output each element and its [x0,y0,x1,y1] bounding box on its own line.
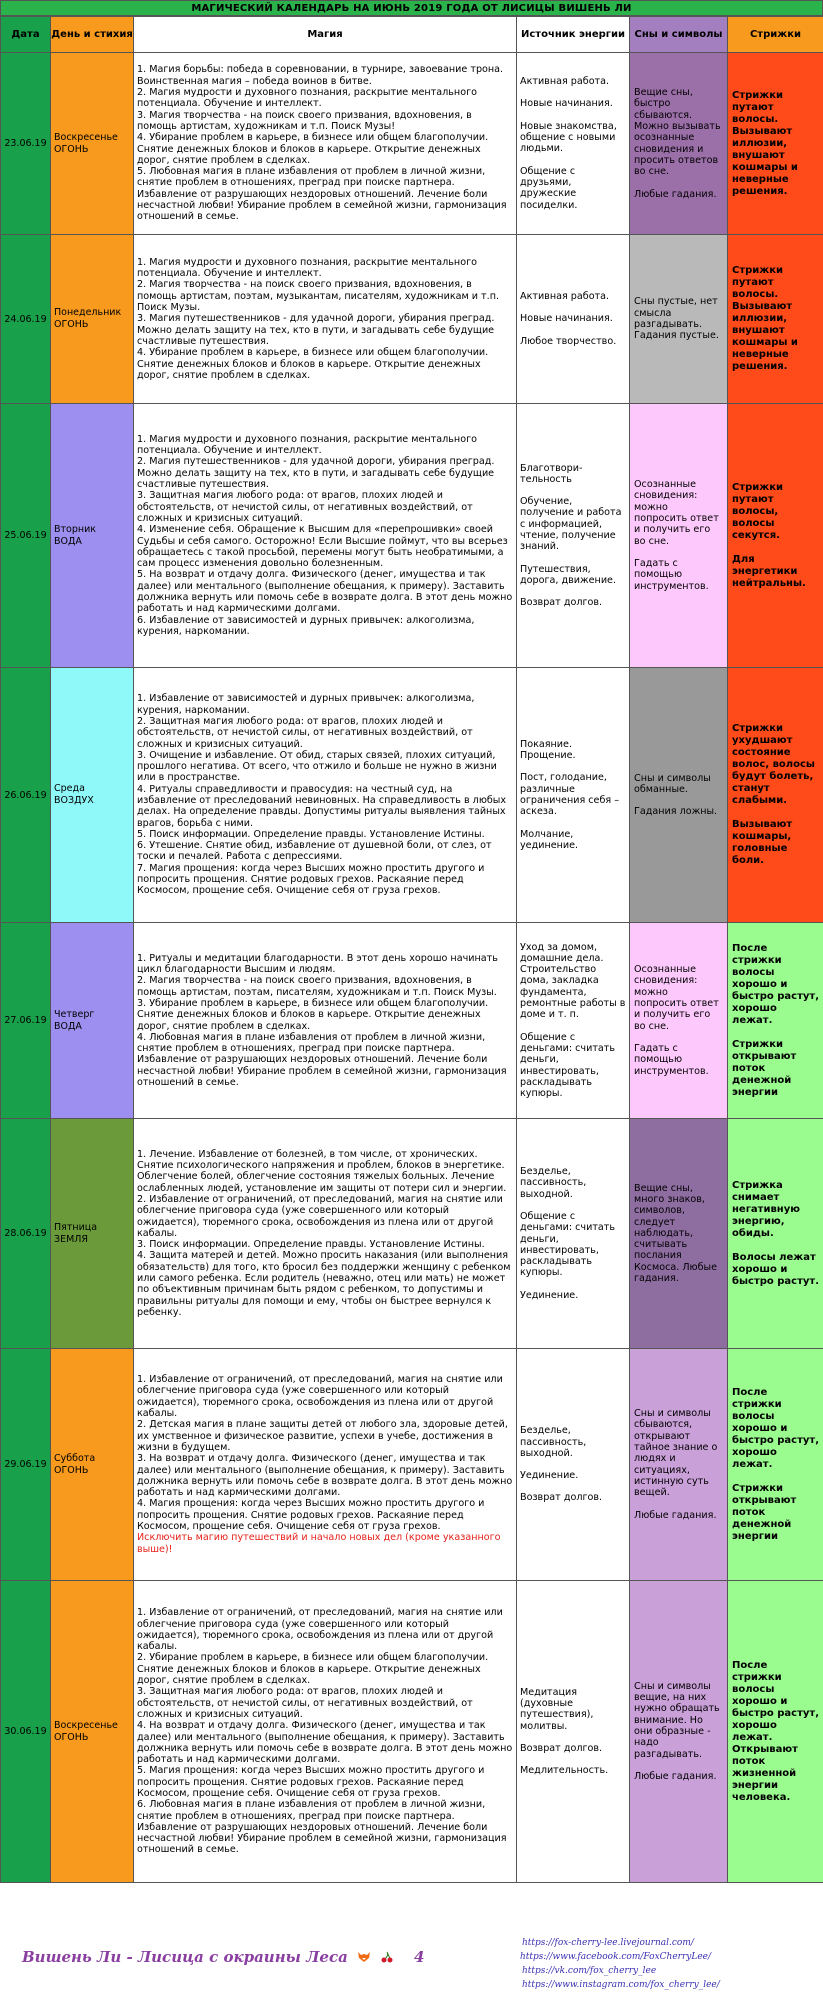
cell-hair [728,1581,823,1883]
source-item: Обучение, получение и работа с информацией, чтение, получение знаний. [520,496,622,553]
magic-item: 3. Магия творчества - на поиск своего призвания, вдохновения, в помощь артистам, художникам и т.п. Поиск Музы! [137,109,472,132]
magic-item: 2. Детская магия в плане защиты детей от любого зла, здоровые детей, их умственное и физическое развитие, успехи в учебе, достижения в жизни в будущем. [137,1419,508,1453]
cell-source [517,404,630,668]
cell-source [517,1581,630,1883]
magic-item: 1. Лечение. Избавление от болезней, в том числе, от хронических. Снятие психологического напряжения и проблем, блоков в энергетике. Облегчение болей, облегчение состояния тяжелых больных. Лечение ослабленных людей, установление им защиты от потери сил и энергии. [137,1148,507,1194]
cell-source [517,923,630,1119]
source-item: Молчание, уединение. [520,828,579,851]
footer-links [522,1936,720,1992]
day-element: ВОДА [54,535,82,547]
cell-date: 23.06.19 [1,53,51,235]
source-item: Новые начинания. [520,98,613,110]
source-item: Путешествия, дорога, движение. [520,563,617,586]
dreams-item: Любые гадания. [634,1509,717,1521]
cell-magic [134,1349,517,1581]
source-item: Безделье, пассивность, выходной. [520,1425,587,1459]
magic-item: 4. Убирание проблем в карьере, в бизнесе или общем благополучии. Снятие денежных блоков и блоков в карьере. Открытие денежных дорог, снятие проблем в сделках. [137,347,489,381]
day-name: Суббота [54,1452,96,1464]
source-item: Возврат долгов. [520,1492,603,1504]
magic-item: 2. Защитная магия любого рода: от врагов, плохих людей и обстоятельств, от нечистой силы, от негативных воздействий, от сложных и кризисных ситуаций. [137,715,473,750]
cell-dreams [630,923,728,1119]
source-item: Общение с деньгами: считать деньги, инвестировать, раскладывать купюры. [520,1031,616,1100]
calendar-row [1,1349,823,1581]
magic-item: 4. Убирание проблем в карьере, в бизнесе или общем благополучии. Снятие денежных блоков и блоков в карьере. Открытие денежных дорог, снятие проблем в сделках. [137,132,489,166]
magic-item: 2. Избавление от ограничений, от преследований, магия на снятие или облегчение приговора суда (уже совершенного или который ожидается), тюремного срока, освобождения из плена или от другой кабалы. [137,1193,503,1239]
cell-day [51,923,134,1119]
magic-item: 2. Магия творчества - на поиск своего призвания, вдохновения, в помощь артистам, поэтам, музыкантам, писателям, художникам и т.п. Поиск Музы. [137,279,500,314]
day-element: ОГОНЬ [54,143,89,155]
header-day: День и стихия [51,17,134,53]
dreams-item: Сны и символы вещие, на них нужно обращать внимание. Но они образные - надо разгадывать. [634,1680,720,1760]
day-name: Воскресенье [54,1719,118,1731]
cell-source [517,53,630,235]
dreams-item: Вещие сны, много знаков, символов, следует наблюдать, считывать послания Космоса. Любые гадания. [634,1182,717,1285]
hair-item: Стрижки путают волосы. Вызывают иллюзии, внушают кошмары и неверные решения. [732,89,798,197]
source-item: Покаяние. Прощение. [520,738,576,762]
magic-item: 4. Магия прощения: когда через Высших можно простить другого и попросить прощения. Снятие родовых грехов. Раскаяние перед Космосом, прощение себя. Очищение себя от груза грехов. [137,1498,485,1532]
magic-item: 2. Магия путешественников - для удачной дороги, убирания преград. Можно делать защиту на тех, кто в пути, и загадывать себе будущие счастливые путешествия. [137,456,495,491]
magic-item: 3. На возврат и отдачу долга. Физического (денег, имущества и так далее) или ментального (выполнение обещания, к примеру). Заставить должника вернуть или помочь себе в возврате долга. В этот день можно работать и над кармическими долгами. [137,1453,513,1499]
calendar-row [1,1581,823,1883]
calendar-row [1,53,823,235]
cell-source [517,235,630,404]
cell-date: 30.06.19 [1,1581,51,1883]
cell-magic [134,1119,517,1349]
link-vk[interactable]: https://vk.com/fox_cherry_lee [522,1966,657,1976]
cell-source [517,668,630,923]
day-element: ОГОНЬ [54,319,89,330]
link-instagram[interactable]: https://www.instagram.com/fox_cherry_lee/ [522,1980,720,1990]
signature: Вишень Ли - Лисица с окраины Леса [22,1948,394,1966]
page-number: 4 [414,1948,425,1966]
cell-source [517,1119,630,1349]
hair-item: Вызывают кошмары, головные боли. [732,819,793,866]
cell-hair [728,404,823,668]
magic-item: 3. Убирание проблем в карьере, в бизнесе или общем благополучии. Снятие денежных блоков и блоков в карьере. Открытие денежных дорог, снятие проблем в сделках. [137,997,489,1032]
source-item: Уединение. [520,1289,579,1301]
magic-item: 1. Магия мудрости и духовного познания, раскрытие ментального потенциала. Обучение и интеллект. [137,433,477,457]
cell-magic [134,235,517,404]
header-source: Источник энергии [517,17,630,53]
magic-item: 4. Изменение себя. Обращение к Высшим для «перепрошивки» своей Судьбы и себя самого. Осторожно! Если Высшие поймут, что вы всерьез обращаетесь с такой просьбой, перемены могут быть необратимыми, а сам процесс изменения довольно болезненным. [137,524,508,570]
source-item: Уединение. [520,1470,579,1482]
cell-day [51,1119,134,1349]
cell-source [517,1349,630,1581]
source-item: Любое творчество. [520,335,617,347]
day-name: Пятница [54,1221,98,1233]
dreams-item: Гадать с помощью инструментов. [634,1042,709,1077]
link-facebook[interactable]: https://www.facebook.com/FoxCherryLee/ [520,1952,712,1962]
magic-item: 4. На возврат и отдачу долга. Физического (денег, имущества и так далее) или ментального (выполнение обещания, к примеру). Заставить должника вернуть или помочь себе в возврате долга. В этот день можно работать и над кармическими долгами. [137,1720,513,1766]
source-item: Благотвори-тельность [520,462,583,485]
source-item: Безделье, пассивность, выходной. [520,1166,587,1200]
magic-item: 4. Ритуалы справедливости и правосудия: на честный суд, на избавление от преследований невиновных. На справедливость в любых делах. На определение правды. Допустимы ритуалы выявления тайных врагов, борьба с ними. [137,783,507,829]
cell-day [51,235,134,404]
source-item: Возврат долгов. [520,1742,603,1754]
dreams-item: Любые гадания. [634,188,717,200]
cell-day [51,1581,134,1883]
magic-item: 1. Избавление от ограничений, от преследований, магия на снятие или облегчение приговора суда (уже совершенного или который ожидается), тюремного срока, освобождения из плена или от другой кабалы. [137,1607,503,1653]
dreams-item: Сны и символы обманные. [634,772,711,795]
magic-item: 1. Ритуалы и медитации благодарности. В этот день хорошо начинать цикл благодарности Высшим и людям. [137,952,498,976]
magic-item: 4. Защита матерей и детей. Можно просить наказания (или выполнения обязательств) для того, кто бросил без поддержки женщину с ребенком или самого ребенка. Если родитель (неважно, отец или мать) не может по объективным причинам быть рядом с ребенком, то допустимы и правильны ритуалы для помощи и ему, чтобы он быстрее вернулся к ребенку. [137,1250,511,1318]
magic-item: 2. Магия творчества - на поиск своего призвания, вдохновения, в помощь артистам, поэтам, писателям, художникам и т.п. Поиск Музы. [137,975,497,998]
cell-day [51,404,134,668]
cell-date: 28.06.19 [1,1119,51,1349]
cell-date: 29.06.19 [1,1349,51,1581]
cell-magic [134,668,517,923]
magic-item: 6. Любовная магия в плане избавления от проблем в личной жизни, снятие проблем в отношениях, преград при поиске партнера. Избавление от разрушающих нездоровых отношений. Лечение боли несчастной любви! Убирание проблем в семейной жизни, гармонизация отношений в семье. [137,1799,507,1856]
cell-day [51,1349,134,1581]
source-item: Активная работа. [520,291,610,303]
calendar-row [1,1119,823,1349]
cell-date: 25.06.19 [1,404,51,668]
cell-magic [134,53,517,235]
header-row [1,17,823,53]
cell-hair [728,923,823,1119]
magic-item: 5. Любовная магия в плане избавления от проблем в личной жизни, снятие проблем в отношениях, преград при поиске партнера. Избавление от разрушающих нездоровых отношений. Лечение боли несчастной любви! Убирание проблем в семейной жизни, гармонизация отношений в семье. [137,166,507,223]
magic-item: 4. Любовная магия в плане избавления от проблем в личной жизни, снятие проблем в отношениях, преград при поиске партнера. Избавление от разрушающих нездоровых отношений. Лечение боли несчастной любви! Убирание проблем в семейной жизни, гармонизация отношений в семье. [137,1031,507,1088]
magic-item: 6. Избавление от зависимостей и дурных привычек: алкоголизма, курения, наркомании. [137,614,475,637]
cell-dreams [630,1581,728,1883]
header-magic: Магия [134,17,517,53]
header-hair: Стрижки [728,17,823,53]
source-item: Уход за домом, домашние дела. Строительство дома, закладка фундамента, ремонтные работы в доме и т. п. [520,941,626,1021]
page-title: МАГИЧЕСКИЙ КАЛЕНДАРЬ НА ИЮНЬ 2019 ГОДА ОТ ЛИСИЦЫ ВИШЕНЬ ЛИ [0,0,823,16]
header-date: Дата [1,17,51,53]
magic-warning: Исключить магию путешествий и начало новых дел (кроме указанного выше)! [137,1532,501,1555]
source-item: Общение с деньгами: считать деньги, инвестировать, раскладывать купюры. [520,1210,616,1279]
cell-hair [728,668,823,923]
link-livejournal[interactable]: https://fox-cherry-lee.livejournal.com/ [522,1938,694,1948]
day-element: ЗЕМЛЯ [54,1233,89,1245]
hair-item: Стрижки открывают поток денежной энергии [732,1038,797,1098]
hair-item: Волосы лежат хорошо и быстро растут. [732,1251,820,1287]
cell-date: 26.06.19 [1,668,51,923]
day-element: ОГОНЬ [54,1464,89,1476]
hair-item: После стрижки волосы хорошо и быстро растут, хорошо лежат. [732,1386,820,1470]
magic-item: 1. Магия мудрости и духовного познания, раскрытие ментального потенциала. Обучение и интеллект. [137,256,477,280]
cell-day [51,668,134,923]
day-element: ОГОНЬ [54,1731,89,1743]
cherry-icon [380,1951,394,1963]
cell-hair [728,1349,823,1581]
calendar-row [1,404,823,668]
day-name: Среда [54,783,85,794]
hair-item: Стрижки открывают поток денежной энергии [732,1482,797,1542]
source-item: Медлительность. [520,1765,609,1777]
dreams-item: Любые гадания. [634,1770,717,1782]
source-item: Медитация (духовные путешествия), молитвы. [520,1686,594,1732]
cell-hair [728,53,823,235]
dreams-item: Гадать с помощью инструментов. [634,557,709,592]
day-element: ВОДА [54,1020,82,1032]
day-name: Воскресенье [54,131,118,143]
dreams-item: Сны и символы сбываются, открывают тайное знание о людях и ситуациях, истинную суть вещей. [634,1408,718,1499]
cell-magic [134,1581,517,1883]
calendar-row [1,235,823,404]
hair-item: После стрижки волосы хорошо и быстро растут, хорошо лежат. [732,942,820,1026]
cell-dreams [630,668,728,923]
dreams-item: Сны пустые, нет смысла разгадывать. Гадания пустые. [634,296,719,342]
magic-item: 3. Поиск информации. Определение правды. Установление Истины. [137,1239,485,1251]
dreams-item: Гадания ложны. [634,806,718,818]
cell-hair [728,235,823,404]
magic-item: 7. Магия прощения: когда через Высших можно простить другого и попросить прощения. Снятие родовых грехов. Раскаяние перед Космосом, прощение себя. Очищение себя от груза грехов. [137,862,485,897]
source-item: Активная работа. [520,76,610,88]
magic-item: 3. Защитная магия любого рода: от врагов, плохих людей и обстоятельств, от нечистой силы, от негативных воздействий, от сложных и кризисных ситуаций. [137,1686,473,1720]
source-item: Новые знакомства, общение с новыми людьми. [520,120,617,155]
cell-magic [134,923,517,1119]
cell-date: 24.06.19 [1,235,51,404]
magic-item: 3. Магия путешественников - для удачной дороги, убирания преград. Можно делать защиту на тех, кто в пути, и загадывать себе будущие счастливые путешествия. [137,313,495,347]
hair-item: Для энергетики нейтральны. [732,553,806,589]
cell-dreams [630,235,728,404]
cell-dreams [630,404,728,668]
source-item: Общение с друзьями, дружеские посиделки. [520,165,578,211]
day-name: Понедельник [54,307,122,318]
hair-item: После стрижки волосы хорошо и быстро растут, хорошо лежат. Открывают поток жизненной энергии человека. [732,1659,820,1803]
hair-item: Стрижки ухудшают состояние волос, волосы будут болеть, станут слабыми. [732,723,815,806]
cell-day [51,53,134,235]
dreams-item: Вещие сны, быстро сбываются. Можно вызывать осознанные сновидения и просить ответов во сне. [634,87,721,178]
magic-item: 5. Поиск информации. Определение правды. Установление Истины. [137,828,485,840]
dreams-item: Осознанные сновидения: можно попросить ответ и получить его во сне. [634,479,719,547]
cell-date: 27.06.19 [1,923,51,1119]
hair-item: Стрижка снимает негативную энергию, обиды. [732,1179,800,1239]
magic-item: 3. Очищение и избавление. От обид, старых связей, плохих ситуаций, прошлого негатива. От всего, что отжило и больше не нужно в жизни или в пространстве. [137,749,497,784]
header-dreams: Сны и символы [630,17,728,53]
day-name: Четверг [54,1008,95,1020]
fox-icon [357,1951,371,1963]
magic-item: 3. Защитная магия любого рода: от врагов, плохих людей и обстоятельств, от нечистой силы, от негативных воздействий, от сложных и кризисных ситуаций. [137,490,473,524]
magic-item: 2. Магия мудрости и духовного познания, раскрытие ментального потенциала. Обучение и интеллект. [137,87,477,110]
magic-item: 5. На возврат и отдачу долга. Физического (денег, имущества и так далее) или ментального (выполнение обещания, к примеру). Заставить должника вернуть или помочь себе в возврате долга. В этот день можно работать и над кармическими долгами. [137,569,513,615]
magic-item: 2. Убирание проблем в карьере, в бизнесе или общем благополучии. Снятие денежных блоков и блоков в карьере. Открытие денежных дорог, снятие проблем в сделках. [137,1652,489,1687]
footer [0,1932,823,2000]
calendar-row [1,668,823,923]
magic-item: 6. Утешение. Снятие обид, избавление от душевной боли, от слез, от тоски и печалей. Работа с депрессиями. [137,840,492,863]
hair-item: Стрижки путают волосы, волосы секутся. [732,481,784,541]
magic-item: 5. Магия прощения: когда через Высших можно простить другого и попросить прощения. Снятие родовых грехов. Раскаяние перед Космосом, прощение себя. Очищение себя от груза грехов. [137,1765,485,1799]
cell-magic [134,404,517,668]
day-element: ВОЗДУХ [54,795,94,806]
cell-hair [728,1119,823,1349]
cell-dreams [630,53,728,235]
source-item: Новые начинания. [520,313,613,325]
cell-dreams [630,1349,728,1581]
magic-item: 1. Избавление от зависимостей и дурных привычек: алкоголизма, курения, наркомании. [137,693,475,716]
hair-item: Стрижки путают волосы. Вызывают иллюзии, внушают кошмары и неверные решения. [732,265,798,372]
day-name: Вторник [54,523,97,535]
magic-item: 1. Магия борьбы: победа в соревновании, в турнире, завоевание трона. Воинственная магия – победа воинов в битве. [137,64,504,87]
calendar-row [1,923,823,1119]
cell-dreams [630,1119,728,1349]
magic-item: 1. Избавление от ограничений, от преследований, магия на снятие или облегчение приговора суда (уже совершенного или который ожидается), тюремного срока, освобождения из плена или от другой кабалы. [137,1374,503,1420]
dreams-item: Осознанные сновидения: можно попросить ответ и получить его во сне. [634,964,719,1032]
calendar-table [0,16,823,1883]
source-item: Возврат долгов. [520,597,603,609]
source-item: Пост, голодание, различные ограничения себя – аскеза. [520,772,619,818]
